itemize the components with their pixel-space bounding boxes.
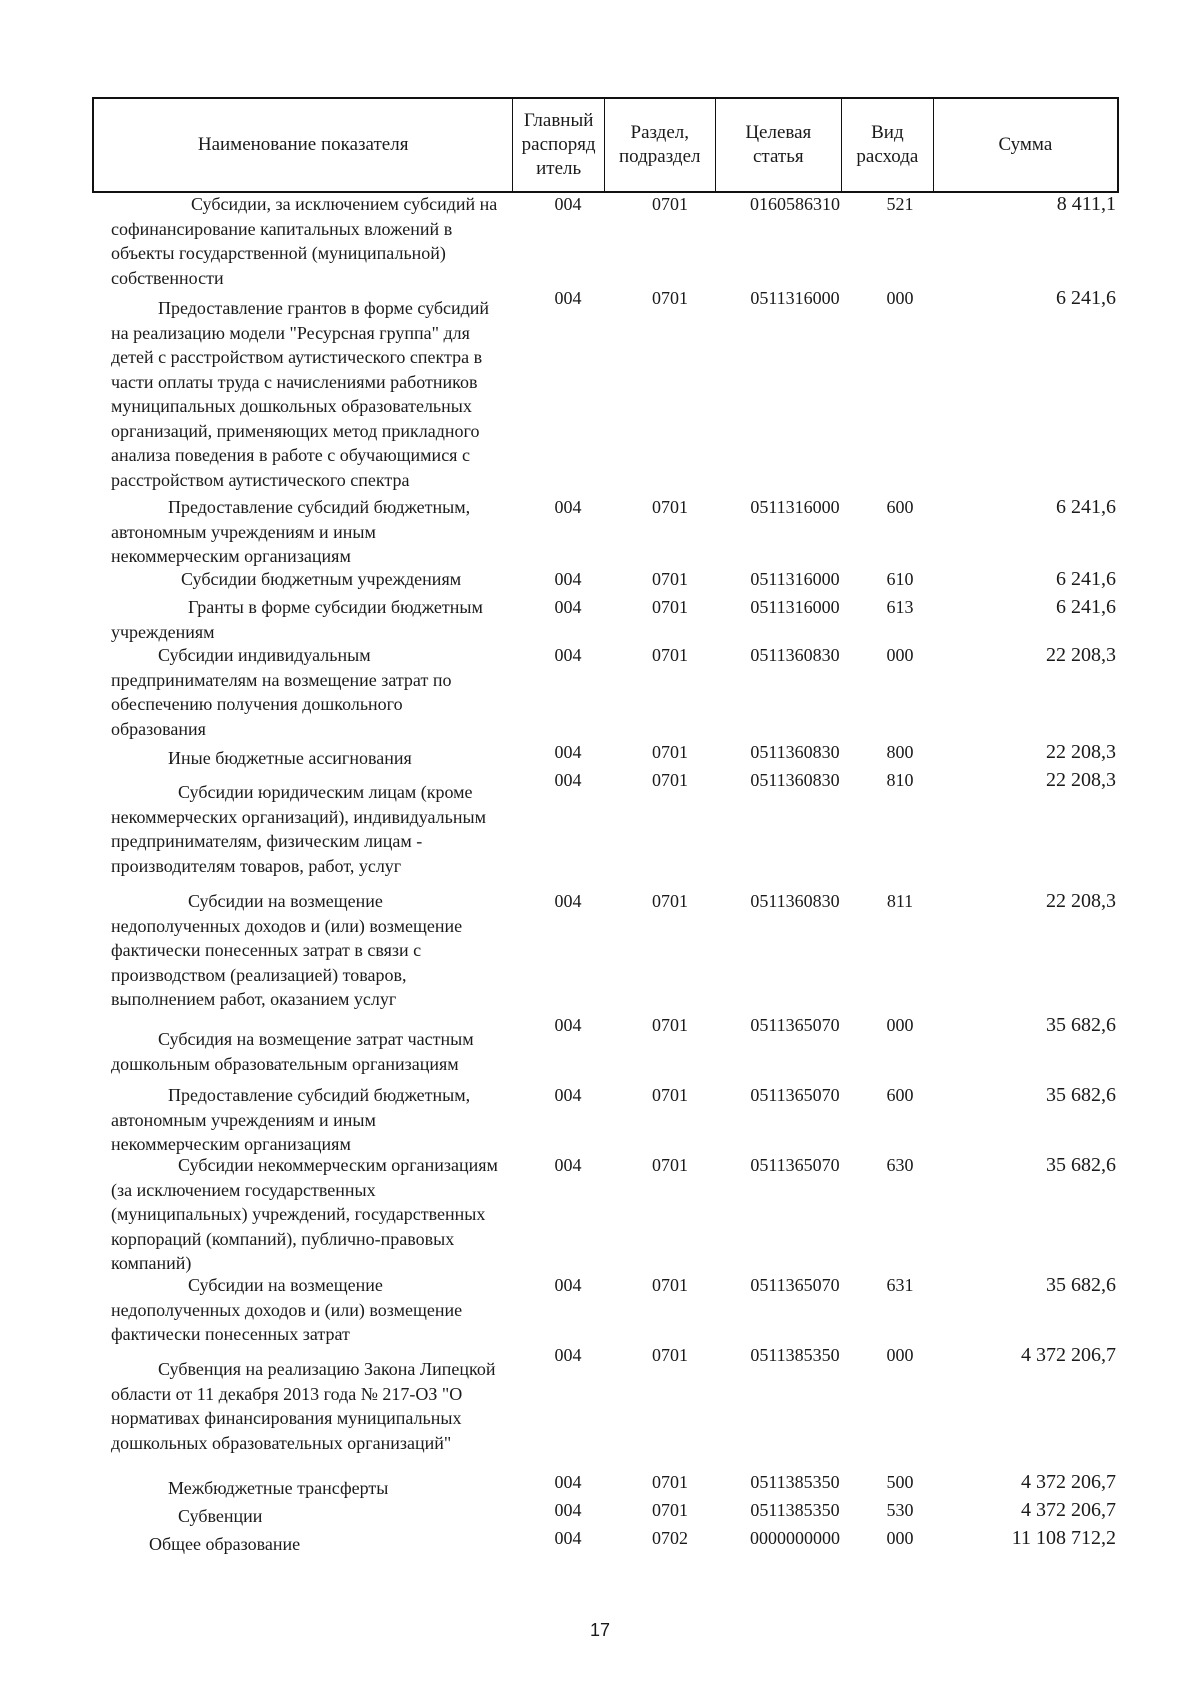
row-sum: 6 241,6 — [1056, 496, 1116, 518]
row-name-line: Субвенции — [178, 1506, 263, 1526]
row-name-line: образования — [111, 718, 206, 739]
row-name-line: предпринимателям, физическим лицам - — [111, 831, 423, 851]
row-name-line: организаций, применяющих метод прикладного — [111, 420, 480, 441]
row-name-line: части оплаты труда с начислениями работников — [111, 371, 478, 392]
row-name — [111, 1498, 521, 1529]
row-kind: 600 — [886, 1085, 914, 1105]
row-sum: 35 682,6 — [1046, 1084, 1116, 1106]
row-section: 0701 — [652, 1085, 688, 1105]
row-section: 0701 — [652, 770, 688, 790]
row-name-line: обеспечению получения дошкольного — [111, 694, 403, 714]
row-target: 0511365070 — [750, 1015, 840, 1035]
row-main-admin: 004 — [554, 770, 582, 790]
row-sum: 22 208,3 — [1046, 769, 1116, 791]
header-section: Раздел, подраздел — [605, 99, 716, 191]
row-main-admin: 004 — [554, 1472, 582, 1492]
row-section: 0701 — [652, 1275, 688, 1295]
row-name-line: Иные бюджетные ассигнования — [168, 748, 412, 768]
row-name-line: Межбюджетные трансферты — [168, 1478, 389, 1498]
header-main-admin: Главный распоряд итель — [513, 99, 605, 191]
row-name — [111, 1470, 521, 1501]
row-target: 0511316000 — [750, 288, 840, 308]
row-sum: 4 372 206,7 — [1021, 1471, 1116, 1493]
row-name-line: фактически понесенных затрат в связи с — [111, 940, 422, 960]
row-name-line: софинансирование капитальных вложений в — [111, 218, 453, 239]
row-name — [111, 740, 521, 771]
row-main-admin: 004 — [554, 1275, 582, 1295]
row-name — [111, 495, 521, 569]
row-target: 0160586310 — [750, 194, 840, 214]
row-name-line: собственности — [111, 267, 224, 288]
row-name-line: Субсидии, за исключением субсидий на — [191, 194, 498, 214]
row-sum: 11 108 712,2 — [1011, 1527, 1116, 1549]
row-main-admin: 004 — [554, 1085, 582, 1105]
row-name-line: автономным учреждениям и иным — [111, 1109, 376, 1130]
row-name-line: нормативах финансирования муниципальных — [111, 1408, 462, 1428]
row-name — [111, 1343, 521, 1455]
row-kind: 610 — [886, 569, 914, 589]
row-name-line: Субсидии бюджетным учреждениям — [181, 569, 462, 589]
row-name — [111, 643, 521, 741]
row-name-line: Субсидия на возмещение затрат частным — [158, 1029, 474, 1049]
row-sum: 4 372 206,7 — [1021, 1499, 1116, 1521]
row-section: 0701 — [652, 1500, 688, 1520]
row-section: 0701 — [652, 1015, 688, 1035]
row-kind: 631 — [886, 1275, 914, 1295]
row-target: 0511316000 — [750, 597, 840, 617]
row-target: 0511365070 — [750, 1275, 840, 1295]
row-kind: 810 — [886, 770, 914, 790]
row-name — [111, 1273, 521, 1347]
row-kind: 800 — [886, 742, 914, 762]
row-name — [111, 567, 521, 592]
row-kind: 600 — [886, 497, 914, 517]
row-kind: 000 — [886, 1345, 914, 1365]
row-sum: 35 682,6 — [1046, 1014, 1116, 1036]
row-name-line: корпораций (компаний), публично-правовых — [111, 1228, 455, 1249]
row-name-line: недополученных доходов и (или) возмещение — [111, 915, 463, 936]
row-section: 0702 — [652, 1528, 688, 1548]
row-section: 0701 — [652, 645, 688, 665]
row-name-line: Предоставление грантов в форме субсидий — [158, 298, 490, 318]
row-target: 0511385350 — [750, 1500, 840, 1520]
header-name: Наименование показателя — [94, 99, 513, 191]
row-main-admin: 004 — [554, 1015, 582, 1035]
row-name-line: Субвенция на реализацию Закона Липецкой — [158, 1359, 496, 1379]
row-main-admin: 004 — [554, 1155, 582, 1175]
row-main-admin: 004 — [554, 742, 582, 762]
row-kind: 000 — [886, 645, 914, 665]
row-name-line: выполнением работ, оказанием услуг — [111, 989, 397, 1009]
row-name-line: учреждениям — [111, 621, 215, 642]
row-section: 0701 — [652, 497, 688, 517]
row-target: 0511360830 — [750, 770, 840, 790]
row-name-line: Субсидии индивидуальным — [158, 645, 371, 665]
row-kind: 530 — [886, 1500, 914, 1520]
row-name-line: некоммерческих организаций), индивидуальным — [111, 806, 486, 827]
page-number: 17 — [589, 1620, 611, 1640]
row-target: 0000000000 — [750, 1528, 840, 1548]
row-section: 0701 — [652, 1345, 688, 1365]
row-name-line: Субсидии юридическим лицам (кроме — [178, 782, 473, 802]
row-kind: 000 — [886, 1528, 914, 1548]
row-name-line: Общее образование — [149, 1534, 301, 1554]
row-kind: 000 — [886, 288, 914, 308]
row-main-admin: 004 — [554, 288, 582, 308]
row-kind: 000 — [886, 1015, 914, 1035]
row-section: 0701 — [652, 742, 688, 762]
row-name — [111, 1526, 521, 1557]
row-kind: 811 — [886, 891, 914, 911]
row-name-line: Предоставление субсидий бюджетным, — [168, 1085, 471, 1105]
row-sum: 4 372 206,7 — [1021, 1344, 1116, 1366]
row-name — [111, 192, 521, 290]
row-kind: 500 — [886, 1472, 914, 1492]
row-name-line: расстройством аутистического спектра — [111, 469, 410, 490]
row-name-line: Предоставление субсидий бюджетным, — [168, 497, 471, 517]
header-sum: Сумма — [998, 134, 1053, 155]
row-target: 0511385350 — [750, 1472, 840, 1492]
table-header — [92, 97, 1119, 193]
row-kind: 521 — [886, 194, 914, 214]
row-name — [111, 286, 521, 492]
row-section: 0701 — [652, 569, 688, 589]
row-target: 0511360830 — [750, 645, 840, 665]
row-target: 0511316000 — [750, 497, 840, 517]
row-sum: 22 208,3 — [1046, 741, 1116, 763]
row-main-admin: 004 — [554, 891, 582, 911]
row-sum: 8 411,1 — [1056, 193, 1116, 215]
row-target: 0511360830 — [750, 742, 840, 762]
row-main-admin: 004 — [554, 1500, 582, 1520]
row-name-line: Гранты в форме субсидии бюджетным — [188, 597, 483, 617]
row-sum: 22 208,3 — [1046, 890, 1116, 912]
row-target: 0511365070 — [750, 1085, 840, 1105]
row-name-line: предпринимателям на возмещение затрат по — [111, 669, 452, 690]
row-name — [111, 595, 521, 644]
row-name — [111, 889, 521, 1012]
row-target: 0511360830 — [750, 891, 840, 911]
row-name-line: детей с расстройством аутистического спектра в — [111, 347, 483, 367]
row-main-admin: 004 — [554, 497, 582, 517]
row-name — [111, 768, 521, 878]
row-name-line: (за исключением государственных — [111, 1179, 376, 1200]
row-section: 0701 — [652, 1155, 688, 1175]
row-target: 0511365070 — [750, 1155, 840, 1175]
row-name-line: автономным учреждениям и иным — [111, 521, 376, 542]
row-main-admin: 004 — [554, 1345, 582, 1365]
row-name-line: производством (реализацией) товаров, — [111, 964, 407, 985]
row-name-line: анализа поведения в работе с обучающимися с — [111, 445, 470, 465]
header-target: Целевая статья — [716, 99, 843, 191]
row-name-line: на реализацию модели "Ресурсная группа" для — [111, 322, 470, 343]
row-target: 0511385350 — [750, 1345, 840, 1365]
row-name-line: муниципальных дошкольных образовательных — [111, 396, 472, 416]
row-name-line: Субсидии на возмещение — [188, 891, 383, 911]
row-sum: 22 208,3 — [1046, 644, 1116, 666]
row-main-admin: 004 — [554, 194, 582, 214]
row-main-admin: 004 — [554, 597, 582, 617]
row-name-line: фактически понесенных затрат — [111, 1324, 350, 1344]
row-name-line: области от 11 декабря 2013 года № 217-ОЗ "О — [111, 1383, 463, 1404]
row-name-line: компаний) — [111, 1253, 192, 1273]
row-kind: 630 — [886, 1155, 914, 1175]
row-sum: 6 241,6 — [1056, 596, 1116, 618]
row-main-admin: 004 — [554, 569, 582, 589]
row-target: 0511316000 — [750, 569, 840, 589]
row-name-line: дошкольных образовательных организаций" — [111, 1432, 452, 1453]
row-name — [111, 1153, 521, 1276]
row-name-line: (муниципальных) учреждений, государственных — [111, 1204, 486, 1224]
row-name — [111, 1013, 521, 1076]
row-name-line: недополученных доходов и (или) возмещение — [111, 1299, 463, 1320]
row-name-line: производителям товаров, работ, услуг — [111, 855, 402, 876]
row-main-admin: 004 — [554, 1528, 582, 1548]
row-section: 0701 — [652, 891, 688, 911]
row-main-admin: 004 — [554, 645, 582, 665]
row-name-line: Субсидии на возмещение — [188, 1275, 383, 1295]
row-sum: 35 682,6 — [1046, 1274, 1116, 1296]
row-section: 0701 — [652, 1472, 688, 1492]
header-kind: Вид расхода — [842, 99, 934, 191]
row-sum: 6 241,6 — [1056, 568, 1116, 590]
row-name-line: некоммерческим организациям — [111, 1134, 351, 1154]
row-section: 0701 — [652, 194, 688, 214]
row-section: 0701 — [652, 597, 688, 617]
row-name-line: объекты государственной (муниципальной) — [111, 243, 446, 263]
row-name-line: Субсидии некоммерческим организациям — [178, 1155, 498, 1175]
row-name-line: дошкольным образовательным организациям — [111, 1053, 459, 1074]
row-section: 0701 — [652, 288, 688, 308]
row-kind: 613 — [886, 597, 914, 617]
row-name — [111, 1083, 521, 1157]
row-sum: 35 682,6 — [1046, 1154, 1116, 1176]
row-sum: 6 241,6 — [1056, 287, 1116, 309]
row-name-line: некоммерческим организациям — [111, 546, 351, 566]
